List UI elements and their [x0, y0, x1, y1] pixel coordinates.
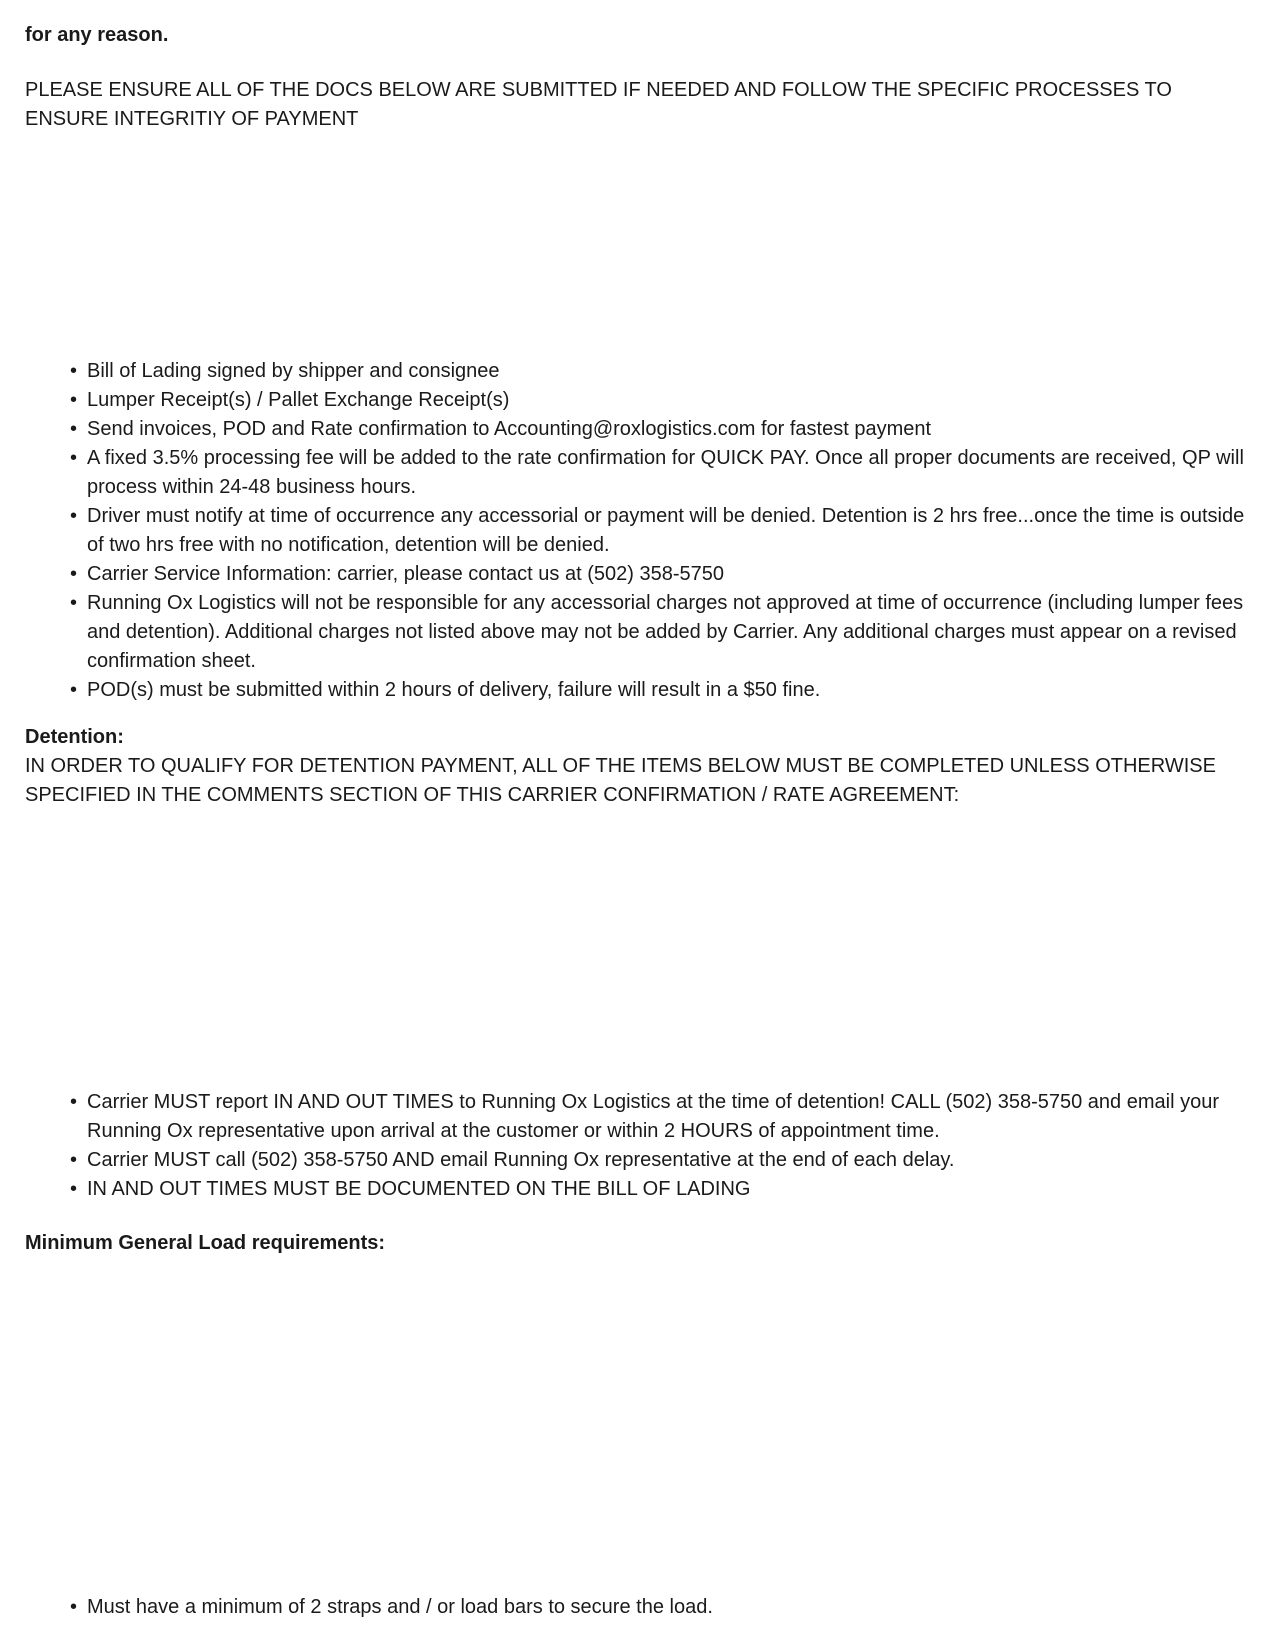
bullet-icon: •	[70, 1091, 78, 1113]
list-item	[70, 589, 1255, 676]
list-item	[70, 357, 1255, 386]
list-item	[70, 1593, 1255, 1622]
list-item	[70, 386, 1255, 415]
list-item-text: POD(s) must be submitted within 2 hours of delivery, failure will result in a $50 fine.	[87, 679, 821, 701]
bullet-icon: •	[70, 360, 78, 382]
detention-list	[70, 1088, 1255, 1204]
list-item-text: Running Ox Logistics will not be responsible for any accessorial charges not approved at time of occurrence (including lumper fees and detention). Additional charges not listed above may not be added by Carrier. Any additional charges must appear on a revised confirmation sheet.	[87, 592, 1244, 672]
bullet-icon: •	[70, 1178, 78, 1200]
list-item-text: Carrier MUST report IN AND OUT TIMES to Running Ox Logistics at the time of detention! CALL (502) 358-5750 and email your Running Ox representative upon arrival at the customer or within 2 HOURS of appointment time.	[87, 1091, 1219, 1142]
list-item	[70, 1175, 1255, 1204]
intro-tail-text: for any reason.	[25, 24, 169, 46]
payment-notice-text: PLEASE ENSURE ALL OF THE DOCS BELOW ARE SUBMITTED IF NEEDED AND FOLLOW THE SPECIFIC PROCESSES TO ENSURE INTEGRITIY OF PAYMENT	[25, 79, 1172, 130]
list-item	[70, 415, 1255, 444]
bullet-icon: •	[70, 679, 78, 701]
load-requirements-list	[70, 1593, 1255, 1622]
bullet-icon: •	[70, 1596, 78, 1618]
list-item-text: Send invoices, POD and Rate confirmation to Accounting@roxlogistics.com for fastest payment	[87, 418, 932, 440]
intro-tail	[25, 21, 1255, 50]
list-item	[70, 1088, 1255, 1146]
bullet-icon: •	[70, 447, 78, 469]
detention-notice: IN ORDER TO QUALIFY FOR DETENTION PAYMENT, ALL OF THE ITEMS BELOW MUST BE COMPLETED UNLESS OTHERWISE SPECIFIED IN THE COMMENTS SECTION OF THIS CARRIER CONFIRMATION / RATE AGREEMENT:	[25, 755, 1216, 806]
list-item	[70, 676, 1255, 705]
bullet-icon: •	[70, 1149, 78, 1171]
list-item	[70, 502, 1255, 560]
load-requirements-heading: Minimum General Load requirements:	[25, 1232, 386, 1254]
list-item-text: Carrier MUST call (502) 358-5750 AND email Running Ox representative at the end of each delay.	[87, 1149, 955, 1171]
detention-section	[25, 723, 1255, 810]
list-item-text: Must have a minimum of 2 straps and / or load bars to secure the load.	[87, 1596, 713, 1618]
bullet-icon: •	[70, 563, 78, 585]
list-item-text: Driver must notify at time of occurrence any accessorial or payment will be denied. Detention is 2 hrs free...once the time is outside of two hrs free with no notification, detention will be denied.	[87, 505, 1245, 556]
list-item-text: Lumper Receipt(s) / Pallet Exchange Receipt(s)	[87, 389, 510, 411]
list-item-text: IN AND OUT TIMES MUST BE DOCUMENTED ON THE BILL OF LADING	[87, 1178, 751, 1200]
bullet-icon: •	[70, 418, 78, 440]
list-item	[70, 560, 1255, 589]
payment-notice	[25, 76, 1255, 134]
list-item	[70, 444, 1255, 502]
detention-heading: Detention:	[25, 726, 124, 748]
list-item-text: A fixed 3.5% processing fee will be added to the rate confirmation for QUICK PAY. Once all proper documents are received, QP will process within 24-48 business hours.	[87, 447, 1244, 498]
list-item-text: Bill of Lading signed by shipper and consignee	[87, 360, 500, 382]
bullet-icon: •	[70, 505, 78, 527]
load-requirements-section	[25, 1229, 1255, 1258]
list-item	[70, 1146, 1255, 1175]
bullet-icon: •	[70, 592, 78, 614]
bullet-icon: •	[70, 389, 78, 411]
payment-docs-list	[70, 357, 1255, 705]
list-item-text: Carrier Service Information: carrier, please contact us at (502) 358-5750	[87, 563, 724, 585]
